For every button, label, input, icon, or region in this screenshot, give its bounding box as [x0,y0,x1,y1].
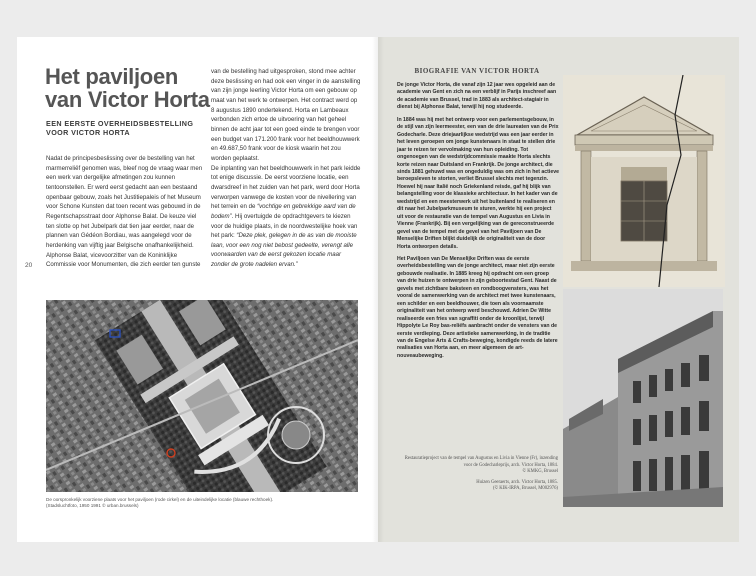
map-caption-line-1: De oorspronkelijk voorziene plaats voor het paviljoen (rode cirkel) en de uiteindelijke locatie (blauwe rechthoek). [46,497,274,502]
body-column-2 [211,67,361,270]
photo-caption-text: Huizen Geeraerts, arch. Victor Horta, 1885. [476,479,558,485]
drawing-caption-text: Restauratieproject van de tempel van Augustus en Livia in Vienne (Fr), inzending voor de Godecharleprijs, arch. Victor Horta, 1884. [404,456,558,468]
bio-paragraph-1: De jonge Victor Horta, die vanaf zijn 12 jaar wes opgeleid aan de academie van Gent en zich na een verblijf in Parijs inschreef aan de academie van Brussel, trad in 1883 als architect-stagiair in dienst bij Alphonse Balat, terwijl hij nog studeerde. [397,82,557,111]
drawing-caption-credit: © KMKG, Brussel [522,469,558,475]
right-page [378,37,739,542]
col2-quote-1: “vochtige en gebrekkige aard van de bodem” [211,203,356,220]
title-line-1: Het paviljoen [45,64,179,89]
houses-geeraerts-photo [563,289,723,507]
photo-captions [400,456,558,497]
subtitle-line-2: VOOR VICTOR HORTA [46,128,131,137]
photo-caption-credit: (© KIK-IRPA, Brussel, M002976) [493,486,558,492]
page-number: 20 [25,262,33,269]
map-caption-line-2: (Stadsluchtfoto, 1950 1991 © urban.brussels) [46,503,139,509]
left-page [17,37,378,542]
col1-paragraph: Nadat de principesbeslissing over de bestelling van het marmerreliëf genomen was, bleef nog de vraag waar men een werk van dergelijke afmetingen zou kunnen tentoonstellen. Er werd eerst gedacht aan een bestaand openbaar gebouw, zoals het Justitiepaleis of het Museum voor Schone Kunsten dat toen recent was gebouwd in de Regentschapsstraat door Alphonse Balat. De keuze viel ten slotte op het Jubelpark dat tien jaar eerder, naar de plannen van Gédéon Bordiau, was aangelegd voor de herdenking van vijftig jaar Belgische onafhankelijkheid. Alphonse Balat, vicevoorzitter van de Koninklijke Commissie voor Monumenten, die zich eerder ten gunste [46,155,203,269]
biography-text [397,82,559,365]
article-subtitle [46,119,206,137]
book-spread [17,37,739,542]
title-line-2: van Victor Horta [45,87,210,112]
bio-paragraph-2: In 1884 was hij met het ontwerp voor een parlementsgebouw, in de stijl van zijn leermeester, een van de drie laureaten van de Prix Godecharle. Deze driejaarlijkse wedstrijd was een jaar eerder in het leven geroepen om jonge kunstenaars in staat te stellen drie jaar te reizen ter vervolmaking van hun opleiding. Tot ongenoegen van de wedstrijdcommissie maakte Horta slechts korte reizen naar Duitsland en Frankrijk. De jonge architect, die sinds 1881 gehuwd was en ongeduldig was om zich in het actieve beroepsleven te storten, verliet Brussel slechts met tegenzin. Hoewel hij naar Italië noch Griekenland reisde, gaf hij blijk van belangstelling voor de klassieke architectuur. In het kader van de wedstrijd en een meesterwerk uit het buitenland te realiseren en dit naar het Jubelparkmuseum te sturen, werkte hij een project uit voor de restauratie van de tempel van Augustus en Livia in Vienne (Frankrijk). Bij een vergelijking van de gereconstrueerde gevel van de tempel met de gevel van het Paviljoen van De Menselijke Driften blijkt duidelijk de originaliteit van de door Horta ontworpen details. [397,116,560,250]
temple-facade-drawing [563,75,725,287]
drawing-caption [400,456,558,476]
col2-paragraph [211,67,361,270]
article-title [45,65,215,111]
body-column-1 [46,154,206,270]
map-caption [46,497,346,510]
bio-paragraph-3: Het Paviljoen van De Menselijke Driften was de eerste overheidsbestelling van de jonge architect, maar niet zijn eerste gebouwde realisatie. In 1885 kreeg hij opdracht om een groep van drie huizen te ontwerpen in zijn geboortestad Gent. Naast de gevels met zichtbare baksteen en rondboogvensters, was het vooral de samenwerking van de architect met twee kunstenaars, een schilder en een beeldhouwer, die toen als voornaamste originaliteit van het ontwerp werd beschouwd. Adrien De Witte realiseerde een fries van sgraffiti onder de kroonlijst, terwijl Hippolyte Le Roy bas-reliëfs aanbracht onder de vensters van de eerste verdieping. Deze artistieke samenwerking, in de traditie van de Engelse Arts & Crafts-beweging, kondigde reeds de latere realisaties van Horta aan, en meer algemeen de art-nouveaubeweging. [397,255,558,359]
photo-caption [400,480,558,493]
subtitle-line-1: EEN EERSTE OVERHEIDSBESTELLING [46,119,194,128]
col2-quote-2: “Deze plek, gelegen in de as van de mooiste laan, voor een nog niet bebost gedeelte, verengt alle voorwaarden van de eerst gekozen locatie maar zonder de grote nadelen ervan.” [211,232,357,269]
book-gutter [372,37,384,542]
aerial-photo-map [46,300,358,492]
col2-text: van de bestelling had uitgesproken, stond mee achter deze beslissing en had ook een vinger in de aanstelling van zijn jonge leerling Victor Horta om een gebouw op maat van het werk te ontwerpen. Het contract werd op 8 augustus 1890 ondertekend. Horta en Lambeaux verbonden zich ertoe de uitvoering van het geheel binnen de acht jaar tot een goed einde te brengen voor een budget van 171.200 frank voor het beeldhouwwerk en 49.687,50 frank voor de kiosk waarin het zou worden geplaatst. De inplanting van het beeldhouwwerk in het park leidde tot enige discussie. De eerst voorziene locatie, een dwarsdreef in het zuiden van het park, werd door Horta verworpen vanwege de kosten voor de nivellering van het terrein en de [211,68,361,211]
col2-text-b: . Hij overtuigde de opdrachtgevers te kiezen voor de huidige plaats, in de noordwestelijke hoek van het park: [211,212,358,240]
biography-heading: BIOGRAFIE VAN VICTOR HORTA [414,67,540,75]
